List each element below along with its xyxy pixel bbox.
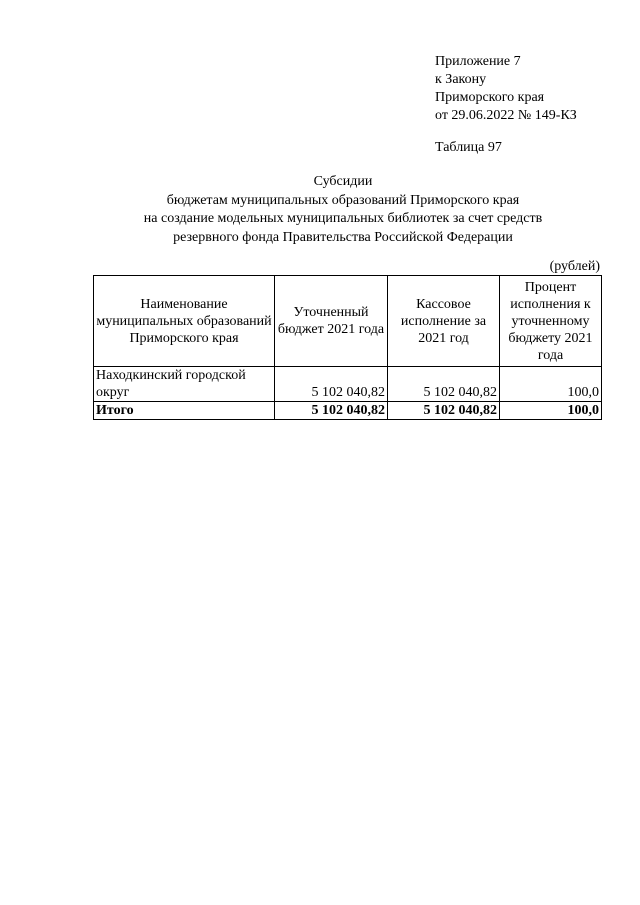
title-line: Субсидии [313,174,373,189]
column-header-execution: Кассовое исполнение за 2021 год [388,276,500,367]
table-header-row [94,276,602,367]
cell-total-label: Итого [94,402,275,420]
cell-total-execution: 5 102 040,82 [388,402,500,420]
appendix-line: к Закону [435,72,487,87]
column-header-percent: Процент исполнения к уточненному бюджету 2021 года [500,276,602,367]
appendix-line: Приморского края [435,90,545,105]
title-line: бюджетам муниципальных образований Приморского края [166,192,520,208]
column-header-budget: Уточненный бюджет 2021 года [275,276,388,367]
units-label: (рублей) [549,259,600,274]
column-header-municipality: Наименование муниципальных образований Приморского края [94,276,275,367]
appendix-line: Приложение 7 [435,54,521,69]
table-number: Таблица 97 [435,140,502,155]
cell-percent: 100,0 [500,367,602,402]
title-line: резервного фонда Правительства Российской Федерации [173,229,513,245]
table-row [94,367,602,402]
title-line: на создание модельных муниципальных библиотек за счет средств [143,211,543,226]
table-total-row [94,402,602,420]
cell-total-percent: 100,0 [500,402,602,420]
cell-total-budget: 5 102 040,82 [275,402,388,420]
subsidy-table [93,275,602,420]
appendix-line: от 29.06.2022 № 149-КЗ [435,108,577,123]
cell-execution: 5 102 040,82 [388,367,500,402]
cell-municipality: Находкинский городской округ [94,367,275,402]
document-title [0,173,640,247]
cell-budget: 5 102 040,82 [275,367,388,402]
appendix-reference [435,53,577,125]
